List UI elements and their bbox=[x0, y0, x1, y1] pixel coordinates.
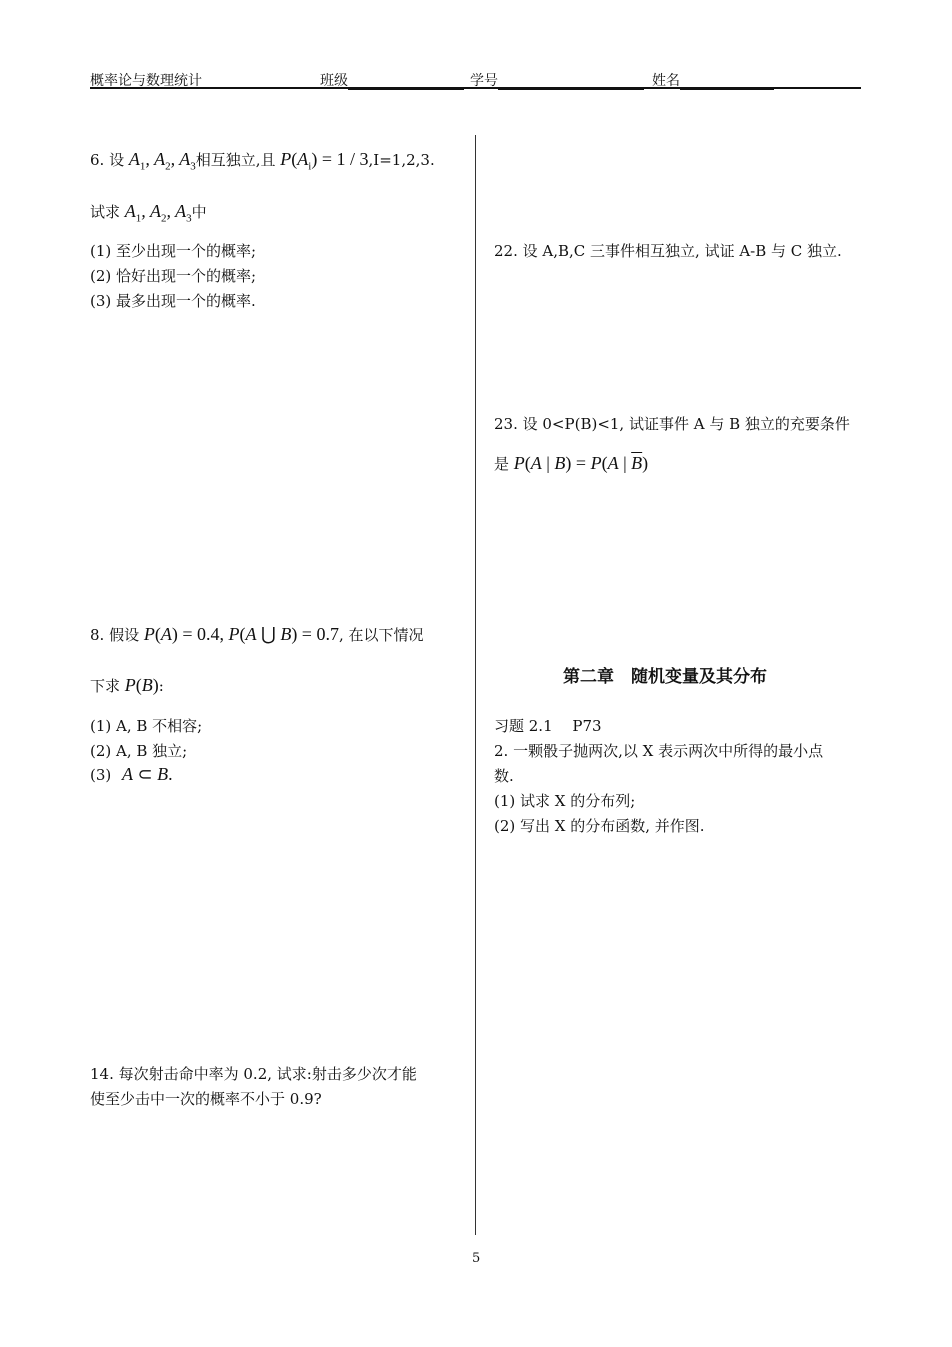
q8-subset-formula: A bbox=[122, 764, 134, 784]
q8-given-formula: P bbox=[143, 624, 155, 644]
q8-target-formula: P bbox=[124, 675, 136, 695]
exercise-ref: 习题 2.1 P73 bbox=[494, 717, 602, 735]
q14-line1: 14. 每次射击命中率为 0.2, 试求:射击多少次才能 bbox=[90, 1065, 417, 1083]
q2-item-2: (2) 写出 X 的分布函数, 并作图. bbox=[494, 817, 705, 835]
name-label: 姓名 bbox=[652, 73, 680, 89]
q8-item-2: (2) A, B 独立; bbox=[90, 742, 188, 760]
q6-item-3: (3) 最多出现一个的概率. bbox=[90, 292, 256, 310]
q23-condition-formula: P bbox=[513, 453, 525, 473]
student-id-label: 学号 bbox=[470, 73, 498, 89]
class-label: 班级 bbox=[320, 73, 348, 89]
header-rule bbox=[90, 87, 861, 89]
course-title: 概率论与数理统计 bbox=[90, 73, 202, 89]
page-number: 5 bbox=[472, 1251, 481, 1266]
q2-line2: 数. bbox=[494, 767, 514, 785]
q6-item-2: (2) 恰好出现一个的概率; bbox=[90, 267, 257, 285]
q6-events-formula-2: $A_1$, $A_2$, $A_3$ bbox=[124, 201, 192, 225]
q6-events-formula: $A_1$, $A_2$, $A_3$ bbox=[128, 149, 196, 173]
q8-line2: 下求 P(B): bbox=[90, 675, 164, 695]
q6-line1: 6. 设 $A_1$, $A_2$, $A_3$相互独立,且 $P(A_i) = 1 / 3,I=1,2,3$. bbox=[90, 149, 435, 173]
q8-item-3: (3) A ⊂ B. bbox=[90, 764, 173, 784]
q6-item-1: (1) 至少出现一个的概率; bbox=[90, 242, 257, 260]
q14-line2: 使至少击中一次的概率不小于 0.9? bbox=[90, 1090, 322, 1108]
chapter-title: 第二章 随机变量及其分布 bbox=[563, 667, 767, 687]
q8-line1: 8. 假设 P(A) = 0.4, P(A ⋃ B) = 0.7, 在以下情况 bbox=[90, 624, 424, 644]
q23-line1: 23. 设 0<P(B)<1, 试证事件 A 与 B 独立的充要条件 bbox=[494, 415, 850, 433]
q2-line1: 2. 一颗骰子抛两次,以 X 表示两次中所得的最小点 bbox=[494, 742, 824, 760]
q22: 22. 设 A,B,C 三事件相互独立, 试证 A-B 与 C 独立. bbox=[494, 242, 842, 260]
q2-item-1: (1) 试求 X 的分布列; bbox=[494, 792, 636, 810]
q6-line2: 试求 $A_1$, $A_2$, $A_3$中 bbox=[90, 201, 207, 225]
column-divider bbox=[475, 135, 476, 1235]
q6-probability-formula: P bbox=[280, 149, 292, 169]
q8-item-1: (1) A, B 不相容; bbox=[90, 717, 203, 735]
q23-line2: 是 P(A | B) = P(A | $\overline{B}$) bbox=[494, 453, 649, 473]
